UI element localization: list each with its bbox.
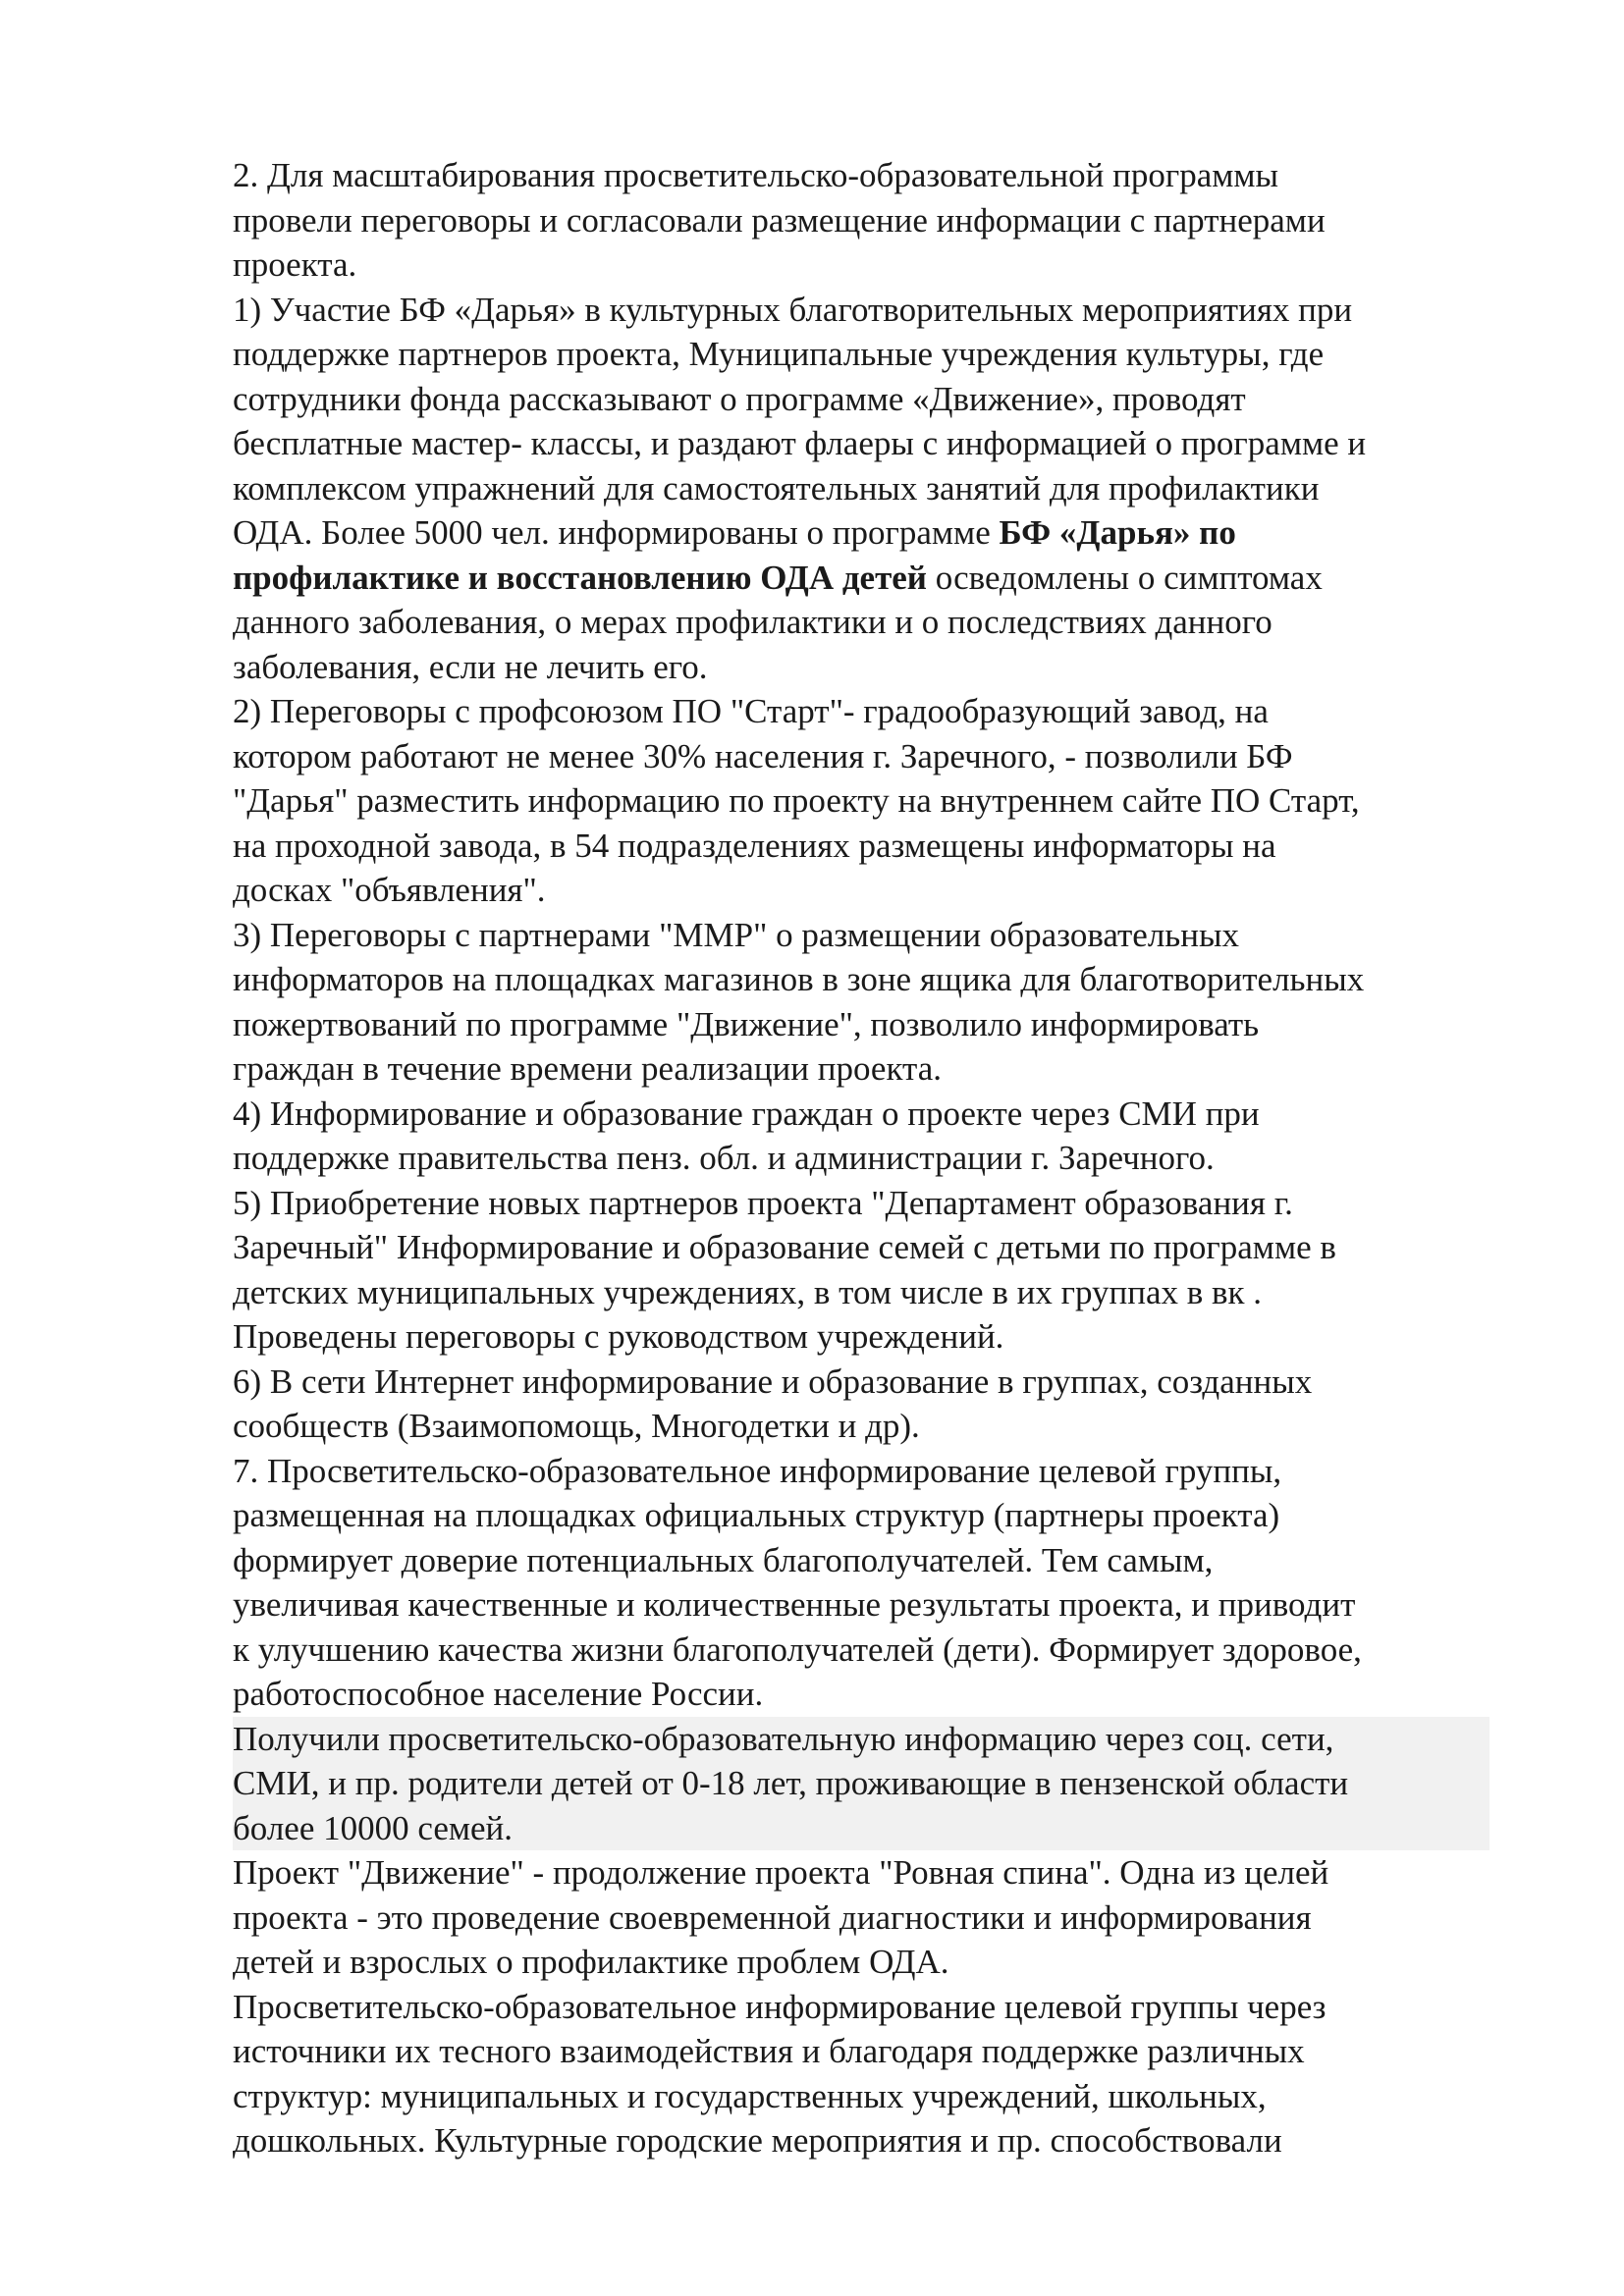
text-line: [233, 1761, 1489, 1806]
text-segment: поддержке партнеров проекта, Муниципальные учреждения культуры, где: [233, 335, 1325, 373]
text-line: [233, 1002, 1548, 1047]
text-line: [233, 1046, 1548, 1092]
bold-text-segment: профилактике и восстановлению ОДА детей: [233, 558, 927, 597]
text-line: [233, 1538, 1548, 1583]
text-line: [233, 556, 1548, 601]
text-line: [233, 1360, 1548, 1405]
text-line: [233, 1181, 1548, 1226]
text-segment: Проведены переговоры с руководством учреждений.: [233, 1317, 1004, 1356]
text-segment: ОДА. Более 5000 чел. информированы о программе: [233, 513, 1000, 552]
text-segment: на проходной завода, в 54 подразделениях размещены информаторы на: [233, 826, 1276, 865]
text-segment: формирует доверие потенциальных благополучателей. Тем самым,: [233, 1540, 1214, 1579]
text-line: [233, 1582, 1548, 1628]
text-segment: провели переговоры и согласовали размещение информации с партнерами: [233, 200, 1326, 240]
text-segment: детских муниципальных учреждениях, в том числе в их группах в вк .: [233, 1272, 1263, 1311]
bold-text-segment: БФ «Дарья» по: [999, 513, 1236, 552]
text-segment: более 10000 семей.: [233, 1808, 514, 1847]
text-line: [233, 2029, 1548, 2074]
text-line: [233, 824, 1548, 869]
text-line: [233, 913, 1548, 958]
text-segment: 6) В сети Интернет информирование и образование в группах, созданных: [233, 1362, 1313, 1401]
text-line: [233, 1449, 1548, 1494]
text-segment: Просветительско-образовательное информирование целевой группы через: [233, 1987, 1326, 2026]
text-segment: к улучшению качества жизни благополучателей (дети). Формирует здоровое,: [233, 1629, 1362, 1669]
text-segment: бесплатные мастер- классы, и раздают флаеры с информацией о программе и: [233, 424, 1367, 462]
text-segment: осведомлены о симптомах: [926, 558, 1323, 597]
text-segment: граждан в течение времени реализации проекта.: [233, 1049, 943, 1088]
text-line: [233, 1225, 1548, 1270]
text-segment: 5) Приобретение новых партнеров проекта "Департамент образования г.: [233, 1183, 1293, 1222]
text-line: [233, 377, 1548, 422]
text-line: [233, 957, 1548, 1002]
text-segment: проекта.: [233, 245, 357, 284]
text-segment: пожертвований по программе "Движение", позволило информировать: [233, 1004, 1260, 1043]
text-line: [233, 689, 1548, 734]
text-line: [233, 1628, 1548, 1673]
text-line: [233, 645, 1548, 690]
text-segment: работоспособное население России.: [233, 1675, 764, 1713]
text-line: [233, 1985, 1548, 2030]
text-line: [233, 466, 1548, 511]
text-line: [233, 1314, 1548, 1360]
text-segment: СМИ, и пр. родители детей от 0-18 лет, проживающие в пензенской области: [233, 1764, 1349, 1802]
text-line: [233, 198, 1548, 243]
text-segment: заболевания, если не лечить его.: [233, 647, 708, 686]
text-line: [233, 332, 1548, 377]
text-segment: информаторов на площадках магазинов в зоне ящика для благотворительных: [233, 960, 1365, 998]
text-line: [233, 510, 1548, 556]
text-line: [233, 1136, 1548, 1181]
text-line: [233, 1850, 1548, 1896]
text-segment: комплексом упражнений для самостоятельных занятий для профилактики: [233, 468, 1320, 507]
text-line: [233, 1270, 1548, 1315]
text-segment: 1) Участие БФ «Дарья» в культурных благотворительных мероприятиях при: [233, 290, 1353, 329]
text-segment: 7. Просветительско-образовательное информирование целевой группы,: [233, 1451, 1282, 1490]
text-segment: котором работают не менее 30% населения г. Заречного, - позволили БФ: [233, 736, 1293, 775]
text-segment: проекта - это проведение своевременной диагностики и информирования: [233, 1897, 1312, 1937]
text-line: [233, 2118, 1548, 2163]
text-segment: детей и взрослых о профилактике проблем ОДА.: [233, 1943, 949, 1981]
text-line: [233, 2074, 1548, 2119]
text-segment: сотрудники фонда рассказывают о программе «Движение», проводят: [233, 379, 1246, 418]
text-line: [233, 1806, 1489, 1851]
text-segment: Проект "Движение" - продолжение проекта "Ровная спина". Одна из целей: [233, 1853, 1329, 1892]
text-line: [233, 1493, 1548, 1538]
text-line: [233, 1896, 1548, 1941]
text-line: [233, 1404, 1548, 1449]
text-line: [233, 868, 1548, 913]
text-segment: поддержке правительства пенз. обл. и администрации г. Заречного.: [233, 1139, 1215, 1177]
text-segment: источники их тесного взаимодействия и благодаря поддержке различных: [233, 2032, 1305, 2070]
text-line: [233, 242, 1548, 288]
text-segment: дошкольных. Культурные городские мероприятия и пр. способствовали: [233, 2121, 1282, 2160]
text-line: [233, 288, 1548, 333]
text-segment: Заречный" Информирование и образование семей с детьми по программе в: [233, 1228, 1336, 1266]
text-line: [233, 778, 1548, 824]
text-segment: "Дарья" разместить информацию по проекту на внутреннем сайте ПО Старт,: [233, 781, 1360, 820]
text-segment: увеличивая качественные и количественные результаты проекта, и приводит: [233, 1585, 1356, 1624]
text-segment: 2. Для масштабирования просветительско-образовательной программы: [233, 156, 1279, 194]
text-segment: структур: муниципальных и государственных учреждений, школьных,: [233, 2076, 1267, 2115]
text-line: [233, 1092, 1548, 1137]
text-line: [233, 734, 1548, 779]
text-segment: размещенная на площадках официальных структур (партнеры проекта): [233, 1496, 1280, 1534]
text-segment: сообществ (Взаимопомощь, Многодетки и др).: [233, 1407, 920, 1445]
text-line: [233, 1717, 1489, 1762]
text-line: [233, 1940, 1548, 1985]
text-line: [233, 421, 1548, 466]
text-segment: досках "объявления".: [233, 871, 546, 909]
text-segment: 2) Переговоры с профсоюзом ПО "Старт"- градообразующий завод, на: [233, 692, 1269, 730]
text-line: [233, 153, 1548, 198]
text-line: [233, 1672, 1548, 1717]
document-body-text: [233, 153, 1548, 2163]
text-line: [233, 600, 1548, 645]
text-segment: 4) Информирование и образование граждан о проекте через СМИ при: [233, 1094, 1260, 1133]
text-segment: Получили просветительско-образовательную информацию через соц. сети,: [233, 1719, 1334, 1758]
text-segment: 3) Переговоры с партнерами "ММР" о размещении образовательных: [233, 915, 1240, 954]
text-segment: данного заболевания, о мерах профилактики и о последствиях данного: [233, 603, 1272, 641]
